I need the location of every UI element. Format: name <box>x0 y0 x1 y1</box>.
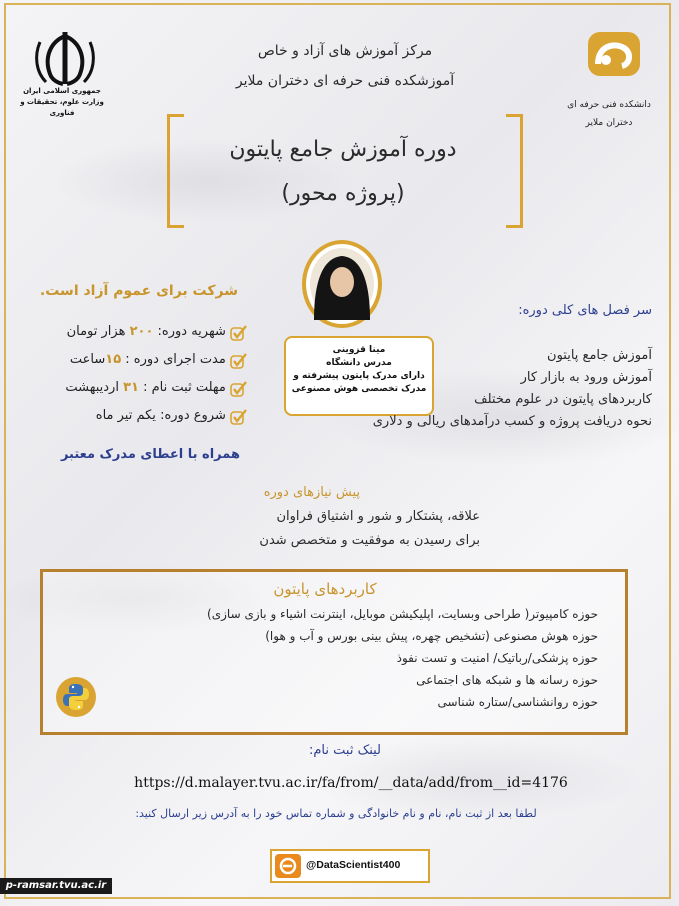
page-title: دوره آموزش جامع پایتون <box>229 137 457 162</box>
info-item-duration <box>20 346 248 374</box>
left-logo-line1: جمهوری اسلامی ایران <box>23 87 101 95</box>
duration-suffix: ساعت <box>69 352 106 367</box>
fee-suffix: هزار تومان <box>66 324 126 339</box>
info-list <box>20 318 248 430</box>
syllabus-item: آموزش جامع پایتون <box>547 348 652 363</box>
prerequisites-heading: پیش نیازهای دوره <box>263 485 360 500</box>
registration-note: لطفا بعد از ثبت نام، نام و نام خانوادگی و شماره تماس خود را به آدرس زیر ارسال کنید: <box>135 807 537 820</box>
instructor-photo-frame <box>302 240 382 328</box>
footer-watermark[interactable]: p-ramsar.tvu.ac.ir <box>0 878 112 894</box>
duration-label: مدت اجرای دوره : <box>125 352 226 367</box>
contact-badge[interactable] <box>270 849 430 883</box>
registration-link[interactable]: https://d.malayer.tvu.ac.ir/fa/from/__data/add/from__id=4176 <box>134 775 568 791</box>
page-subtitle: (پروژه محور) <box>281 181 405 206</box>
syllabus-item: کاربردهای پایتون در علوم مختلف <box>474 392 652 407</box>
fee-label: شهریه دوره: <box>157 324 226 339</box>
right-logo-line2: دختران ملایر <box>585 118 633 128</box>
python-icon <box>56 677 96 717</box>
deadline-suffix: اردیبهشت <box>65 380 119 395</box>
prerequisites-line2: برای رسیدن به موفقیت و متخصص شدن <box>259 533 480 548</box>
instructor-photo <box>310 248 374 320</box>
right-logo-line1: دانشکده فنی حرفه ای <box>567 100 651 110</box>
instructor-name: مینا قزوینی <box>332 345 386 355</box>
python-logo <box>56 677 96 717</box>
application-item: حوزه پزشکی/رباتیک/ امنیت و تست نفوذ <box>396 651 598 665</box>
instructor-role: مدرس دانشگاه <box>326 358 392 368</box>
deadline-label: مهلت ثبت نام : <box>143 380 226 395</box>
eitaa-logo-icon <box>275 854 301 878</box>
open-to-all-text: شرکت برای عموم آزاد است. <box>39 283 238 299</box>
fee-value: ۲۰۰ <box>129 324 154 339</box>
instructor-cert1: دارای مدرک پایتون پیشرفته و <box>293 371 425 381</box>
syllabus-item: نحوه دریافت پروژه و کسب درآمدهای ریالی و دلاری <box>372 414 652 429</box>
info-item-deadline <box>20 374 248 402</box>
header-line1: مرکز آموزش های آزاد و خاص <box>257 43 433 59</box>
certificate-note: همراه با اعطای مدرک معتبر <box>60 447 240 462</box>
left-logo-line2: وزارت علوم، تحقیقات و فناوری <box>20 98 104 117</box>
duration-value: ۱۵ <box>105 352 122 367</box>
college-logo <box>584 24 644 84</box>
check-icon <box>230 408 248 424</box>
iran-emblem-icon <box>30 28 100 88</box>
registration-heading: لینک ثبت نام: <box>308 743 382 758</box>
prerequisites-line1: علاقه، پشتکار و شور و اشتیاق فراوان <box>276 509 480 524</box>
applications-list <box>92 603 598 713</box>
start-label: شروع دوره: <box>160 408 226 423</box>
title-bracket-right <box>506 114 523 228</box>
info-item-start <box>20 402 248 430</box>
check-icon <box>230 324 248 340</box>
application-item: حوزه روانشناسی/ستاره شناسی <box>437 695 598 709</box>
syllabus-heading: سر فصل های کلی دوره: <box>518 303 652 318</box>
syllabus-item: آموزش ورود به بازار کار <box>520 370 652 385</box>
deadline-value: ۳۱ <box>123 380 139 395</box>
contact-handle: @DataScientist400 <box>306 859 401 871</box>
start-value: یکم تیر ماه <box>95 408 156 423</box>
info-item-fee <box>20 318 248 346</box>
header-line2: آموزشکده فنی حرفه ای دختران ملایر <box>235 73 455 89</box>
applications-heading: کاربردهای پایتون <box>273 580 377 598</box>
check-icon <box>230 380 248 396</box>
check-icon <box>230 352 248 368</box>
application-item: حوزه رسانه ها و شبکه های اجتماعی <box>416 673 598 687</box>
instructor-cert2: مدرک تخصصی هوش مصنوعی <box>291 384 427 394</box>
application-item: حوزه هوش مصنوعی (تشخیص چهره، پیش بینی بورس و آب و هوا) <box>265 629 598 643</box>
college-emblem-icon <box>584 24 644 84</box>
prerequisites-section <box>180 481 480 553</box>
application-item: حوزه کامپیوتر( طراحی وبسایت، اپلیکیشن موبایل، اینترنت اشیاء و بازی سازی) <box>207 607 598 621</box>
syllabus-list <box>340 345 652 433</box>
